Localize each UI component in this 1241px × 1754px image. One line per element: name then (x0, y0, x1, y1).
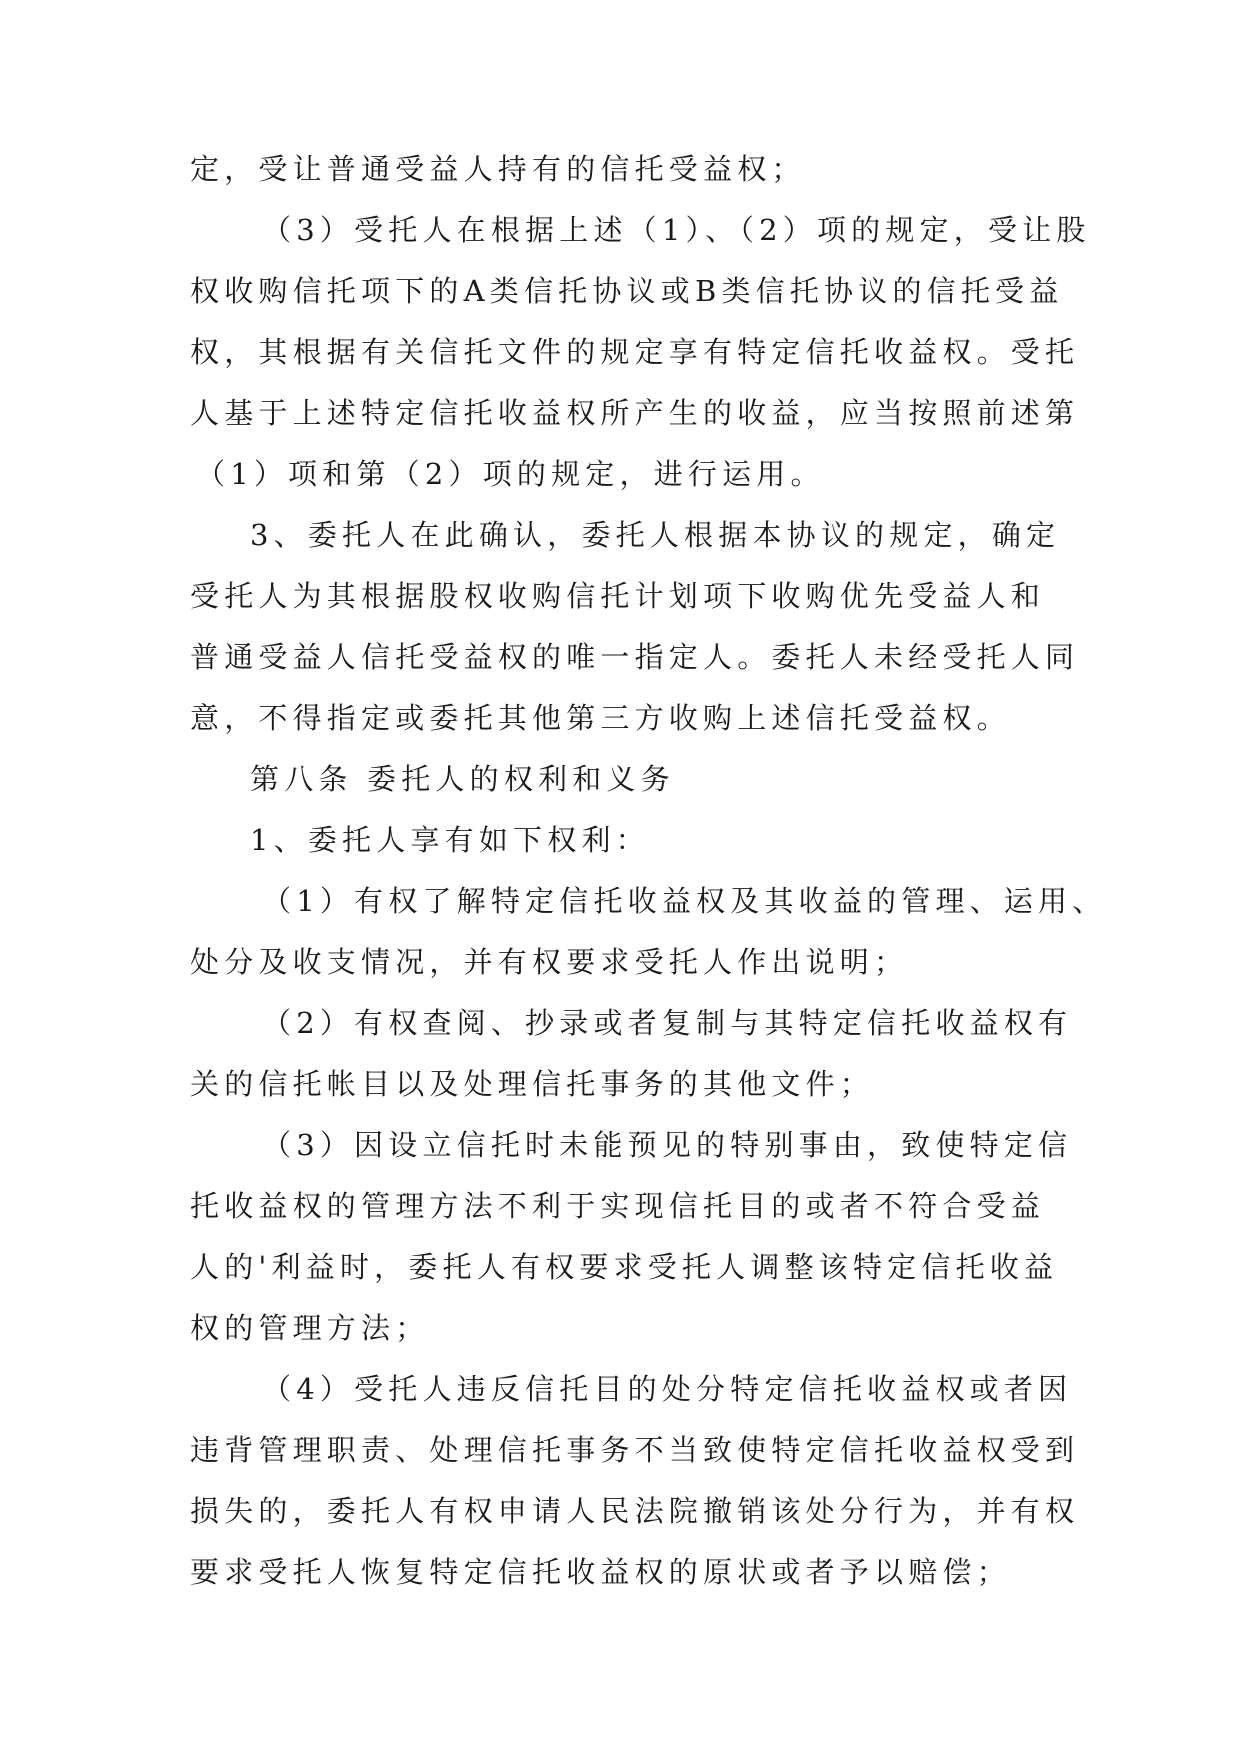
text-line: 定，受让普通受益人持有的信托受益权； (190, 152, 806, 186)
text-line: 3、委托人在此确认，委托人根据本协议的规定，确定 (250, 518, 1061, 552)
text-line: 关的信托帐目以及处理信托事务的其他文件； (190, 1067, 875, 1101)
section-heading: 第八条 委托人的权利和义务 (250, 762, 675, 796)
text-line: （1）项和第（2）项的规定，进行运用。 (196, 457, 825, 491)
text-line: 人基于上述特定信托收益权所产生的收益，应当按照前述第 (190, 396, 1080, 430)
text-line: （3）受托人在根据上述（1）、（2）项的规定，受让股 (262, 213, 1091, 247)
text-line: （2）有权查阅、抄录或者复制与其特定信托收益权有 (262, 1006, 1073, 1040)
text-line: 权，其根据有关信托文件的规定享有特定信托收益权。受托 (190, 335, 1080, 369)
text-line: 要求受托人恢复特定信托收益权的原状或者予以赔偿； (190, 1555, 1011, 1589)
text-line: 人的'利益时，委托人有权要求受托人调整该特定信托收益 (190, 1250, 1059, 1284)
text-line: （1）有权了解特定信托收益权及其收益的管理、运用、 (262, 884, 1107, 918)
text-line: 受托人为其根据股权收购信托计划项下收购优先受益人和 (190, 579, 1046, 613)
text-line: 违背管理职责、处理信托事务不当致使特定信托收益权受到 (190, 1433, 1080, 1467)
text-line: 普通受益人信托受益权的唯一指定人。委托人未经受托人同 (190, 640, 1080, 674)
text-line: 1、委托人享有如下权利： (250, 823, 650, 857)
text-line: 权的管理方法； (190, 1311, 430, 1345)
text-line: 权收购信托项下的A类信托协议或B类信托协议的信托受益 (190, 274, 1064, 308)
text-line: 处分及收支情况，并有权要求受托人作出说明； (190, 945, 909, 979)
text-line: （3）因设立信托时未能预见的特别事由，致使特定信 (262, 1128, 1073, 1162)
text-line: （4）受托人违反信托目的处分特定信托收益权或者因 (262, 1372, 1073, 1406)
text-line: 托收益权的管理方法不利于实现信托目的或者不符合受益 (190, 1189, 1046, 1223)
text-line: 损失的，委托人有权申请人民法院撤销该处分行为，并有权 (190, 1494, 1080, 1528)
text-line: 意，不得指定或委托其他第三方收购上述信托受益权。 (190, 701, 1011, 735)
